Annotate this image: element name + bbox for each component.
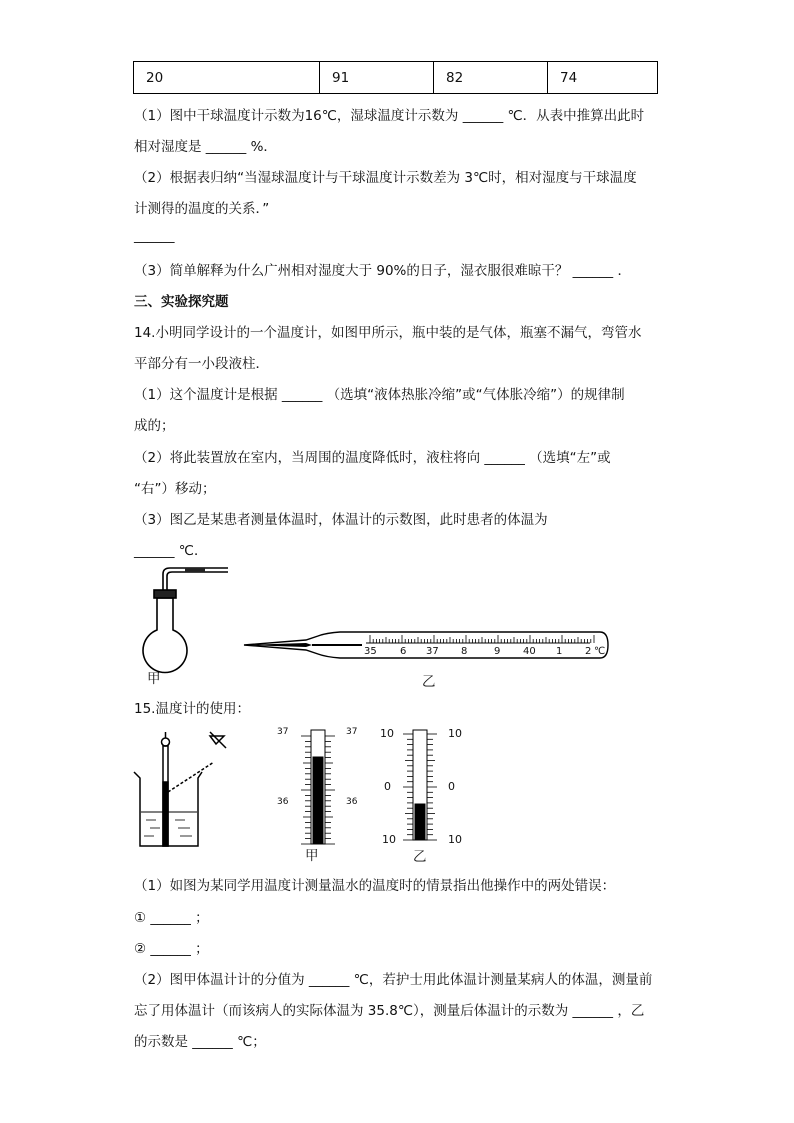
humidity-table [133, 61, 658, 94]
q14-part1-line2: 成的； [134, 418, 175, 434]
table-cell: 91 [320, 62, 434, 94]
q14-part3-line2: ______ ℃． [134, 543, 208, 559]
q14-part2-line2: “右”）移动； [134, 481, 216, 497]
q14-part3-line1: （3）图乙是某患者测量体温时，体温计的示数图，此时患者的体温为 [134, 512, 548, 528]
q14-part2-line1: （2）将此装置放在室内，当周围的温度降低时，液柱将向 ______ （选填“左”或 [134, 450, 611, 466]
scale-label: 9 [494, 646, 501, 657]
scale-a-top-left: 37 [277, 727, 289, 737]
fig15-label-b: 乙 [413, 849, 427, 865]
flask-diagram [143, 568, 228, 672]
q13-part1-line2: 相对湿度是 ______ %． [134, 139, 277, 155]
q15-figure [130, 722, 470, 862]
q15-part1: （1）如图为某同学用温度计测量温水的温度时的情景指出他操作中的两处错误： [134, 878, 616, 894]
fig14-label-a: 甲 [147, 671, 161, 687]
q13-part2-answer-blank: ______ [134, 228, 175, 244]
scale-a-top-right: 37 [346, 727, 358, 737]
q13-part1-line1: （1）图中干球温度计示数为16℃，湿球温度计示数为 ______ ℃．从表中推算出此时 [134, 108, 645, 124]
scale-label: 40 [523, 646, 536, 657]
q15-part2-line3: 的示数是 ______ ℃； [134, 1034, 266, 1050]
scale-b-top-left: 10 [380, 727, 394, 740]
q13-part3: （3）简单解释为什么广州相对湿度大于 90%的日子，湿衣服很难晾干？ ______ ． [134, 263, 631, 279]
q13-part2-line1: （2）根据表归纳“当湿球温度计与干球温度计示数差为 3℃时，相对湿度与干球温度 [134, 170, 637, 186]
q13-part2-line2: 计测得的温度的关系．” [134, 201, 270, 217]
q15-part2-line2: 忘了用体温计（而该病人的实际体温为 35.8℃），测量后体温计的示数为 ______ ，乙 [134, 1003, 645, 1019]
scale-label: 1 [556, 646, 563, 657]
section-title: 三、实验探究题 [134, 294, 229, 310]
q14-part1-line1: （1）这个温度计是根据 ______ （选填“液体热胀冷缩”或“气体胀冷缩”）的规律制 [134, 387, 625, 403]
q14-line1: 14.小明同学设计的一个温度计，如图甲所示，瓶中装的是气体，瓶塞不漏气，弯管水 [134, 325, 642, 341]
q15-error-2: ② ______ ； [134, 941, 209, 957]
table-cell: 74 [548, 62, 658, 94]
scale-b-top-right: 10 [448, 727, 462, 740]
q14-figure [130, 562, 630, 684]
q14-line2: 平部分有一小段液柱． [134, 356, 269, 372]
scale-label: 35 [364, 646, 377, 657]
scale-a-mid-left: 36 [277, 797, 289, 807]
scale-label: 37 [426, 646, 439, 657]
scale-label: ℃ [594, 646, 606, 657]
scale-b-mid-left: 0 [384, 780, 391, 793]
scale-b-bot-right: 10 [448, 833, 462, 846]
q15-error-1: ① ______ ； [134, 910, 209, 926]
scale-b-bot-left: 10 [382, 833, 396, 846]
fig14-label-b: 乙 [422, 674, 436, 690]
scale-label: 8 [461, 646, 468, 657]
scale-a-mid-right: 36 [346, 797, 358, 807]
q15-part2-line1: （2）图甲体温计计的分值为 ______ ℃，若护士用此体温计测量某病人的体温，测量前 [134, 972, 653, 988]
scale-label: 6 [400, 646, 407, 657]
table-cell: 82 [434, 62, 548, 94]
fig15-label-a: 甲 [305, 848, 319, 864]
scale-b-mid-right: 0 [448, 780, 455, 793]
q15-title: 15.温度计的使用： [134, 701, 250, 717]
beaker-diagram [134, 732, 226, 846]
thermometer-scale-b [403, 730, 437, 840]
scale-label: 2 [585, 646, 592, 657]
table-cell: 20 [134, 62, 320, 94]
body-thermometer-scale-a [301, 730, 335, 844]
table-row [134, 62, 658, 94]
